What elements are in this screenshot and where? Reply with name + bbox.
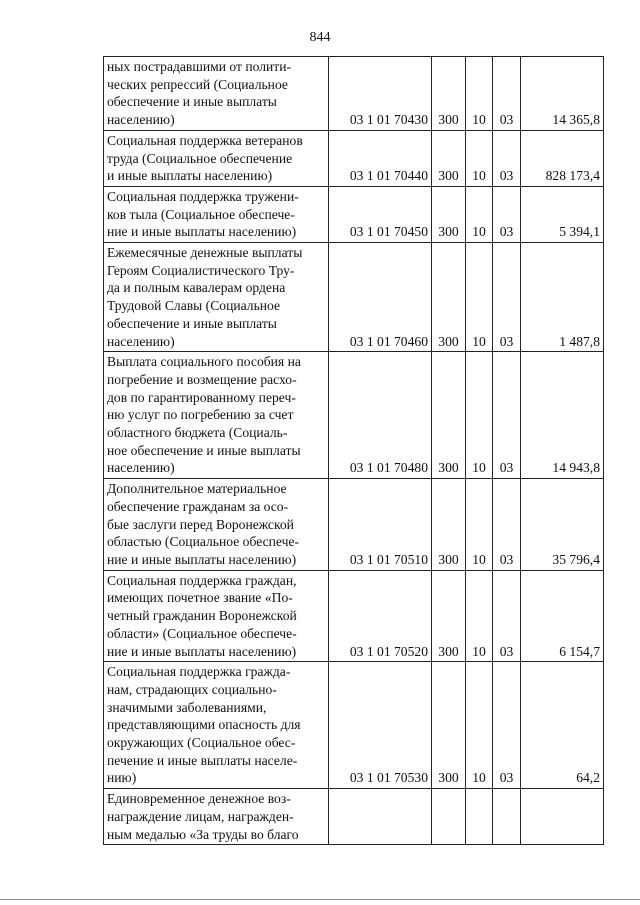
expense-type-code: 300 (432, 243, 466, 352)
description-line: обеспечение гражданам за осо- (107, 498, 289, 514)
description-line: населению) (107, 460, 175, 476)
page-number: 844 (309, 30, 331, 45)
target-article-code: 03 1 01 70450 (329, 186, 432, 242)
expense-type-code: 300 (432, 130, 466, 186)
description-line: Ежемесячные денежные выплаты (107, 245, 303, 261)
description-line: ние и иные выплаты населению) (107, 643, 297, 659)
row-description (104, 479, 329, 571)
subsection-code: 03 (493, 57, 521, 131)
table-row (104, 662, 604, 789)
amount-value: 35 796,4 (521, 479, 604, 571)
amount-value: 64,2 (521, 662, 604, 789)
description-line: областью (Социальное обеспече- (107, 534, 299, 550)
row-description (104, 662, 329, 789)
target-article-code: 03 1 01 70460 (329, 243, 432, 352)
expense-type-code: 300 (432, 352, 466, 479)
description-line: ным медалью «За труды во благо (107, 826, 299, 842)
description-line: Социальная поддержка тружени- (107, 188, 299, 204)
description-line: обеспечение и иные выплаты (107, 315, 277, 331)
target-article-code: 03 1 01 70510 (329, 479, 432, 571)
section-code: 10 (466, 130, 493, 186)
section-code: 10 (466, 352, 493, 479)
budget-table-body (104, 57, 604, 845)
subsection-code: 03 (493, 662, 521, 789)
row-description (104, 789, 329, 845)
expense-type-code: 300 (432, 570, 466, 662)
description-line: печение и иные выплаты населе- (107, 752, 298, 768)
target-article-code: 03 1 01 70480 (329, 352, 432, 479)
description-line: погребение и возмещение расхо- (107, 371, 297, 387)
description-line: Выплата социального пособия на (107, 354, 301, 370)
description-line: Социальная поддержка граждан, (107, 572, 297, 588)
section-code: 10 (466, 186, 493, 242)
description-line: нию) (107, 770, 137, 786)
target-article-code: 03 1 01 70440 (329, 130, 432, 186)
description-line: четный гражданин Воронежской (107, 608, 297, 624)
section-code: 10 (466, 57, 493, 131)
table-row (104, 130, 604, 186)
amount-value: 14 943,8 (521, 352, 604, 479)
section-code: 10 (466, 662, 493, 789)
subsection-code: 03 (493, 130, 521, 186)
table-row (104, 789, 604, 845)
table-row (104, 570, 604, 662)
row-description (104, 130, 329, 186)
description-line: значимыми заболеваниями, (107, 699, 267, 715)
description-line: Трудовой Славы (Социальное (107, 298, 281, 314)
description-line: окружающих (Социальное обес- (107, 735, 296, 751)
description-line: ческих репрессий (Социальное (107, 76, 288, 92)
amount-value: 1 487,8 (521, 243, 604, 352)
expense-type-code: 300 (432, 662, 466, 789)
description-line: нам, страдающих социально- (107, 681, 277, 697)
expense-type-code (432, 789, 466, 845)
section-code: 10 (466, 570, 493, 662)
subsection-code: 03 (493, 479, 521, 571)
description-line: Социальная поддержка ветеранов (107, 132, 303, 148)
table-row (104, 352, 604, 479)
target-article-code (329, 789, 432, 845)
amount-value: 14 365,8 (521, 57, 604, 131)
subsection-code: 03 (493, 570, 521, 662)
amount-value: 6 154,7 (521, 570, 604, 662)
description-line: дов по гарантированному переч- (107, 389, 296, 405)
description-line: представляющими опасность для (107, 717, 301, 733)
description-line: ние и иные выплаты населению) (107, 551, 297, 567)
description-line: обеспечение и иные выплаты (107, 94, 277, 110)
description-line: Дополнительное материальное (107, 481, 287, 497)
row-description (104, 570, 329, 662)
description-line: имеющих почетное звание «По- (107, 590, 293, 606)
row-description (104, 57, 329, 131)
description-line: ных пострадавшими от полити- (107, 59, 292, 74)
target-article-code: 03 1 01 70520 (329, 570, 432, 662)
table-row (104, 243, 604, 352)
description-line: Героям Социалистического Тру- (107, 262, 295, 278)
subsection-code: 03 (493, 186, 521, 242)
row-description (104, 352, 329, 479)
expense-type-code: 300 (432, 479, 466, 571)
description-line: ное обеспечение и иные выплаты (107, 442, 301, 458)
table-row (104, 186, 604, 242)
subsection-code: 03 (493, 243, 521, 352)
table-row (104, 479, 604, 571)
description-line: труда (Социальное обеспечение (107, 150, 293, 166)
description-line: да и полным кавалерам ордена (107, 280, 286, 296)
subsection-code: 03 (493, 352, 521, 479)
row-description (104, 186, 329, 242)
amount-value: 5 394,1 (521, 186, 604, 242)
description-line: Единовременное денежное воз- (107, 791, 291, 807)
page-bottom-edge (0, 899, 640, 900)
description-line: области» (Социальное обеспече- (107, 625, 297, 641)
amount-value: 828 173,4 (521, 130, 604, 186)
description-line: и иные выплаты населению) (107, 168, 273, 184)
description-line: ков тыла (Социальное обеспече- (107, 206, 295, 222)
row-description (104, 243, 329, 352)
budget-table (103, 56, 604, 845)
description-line: бые заслуги перед Воронежской (107, 516, 294, 532)
expense-type-code: 300 (432, 186, 466, 242)
description-line: областного бюджета (Социаль- (107, 425, 288, 441)
description-line: населению) (107, 333, 175, 349)
target-article-code: 03 1 01 70430 (329, 57, 432, 131)
description-line: ние и иные выплаты населению) (107, 224, 297, 240)
description-line: населению) (107, 112, 175, 128)
description-line: награждение лицам, награжден- (107, 808, 294, 824)
section-code: 10 (466, 479, 493, 571)
target-article-code: 03 1 01 70530 (329, 662, 432, 789)
expense-type-code: 300 (432, 57, 466, 131)
description-line: ню услуг по погребению за счет (107, 407, 294, 423)
section-code (466, 789, 493, 845)
description-line: Социальная поддержка гражда- (107, 664, 291, 680)
amount-value (521, 789, 604, 845)
subsection-code (493, 789, 521, 845)
section-code: 10 (466, 243, 493, 352)
table-row (104, 57, 604, 131)
